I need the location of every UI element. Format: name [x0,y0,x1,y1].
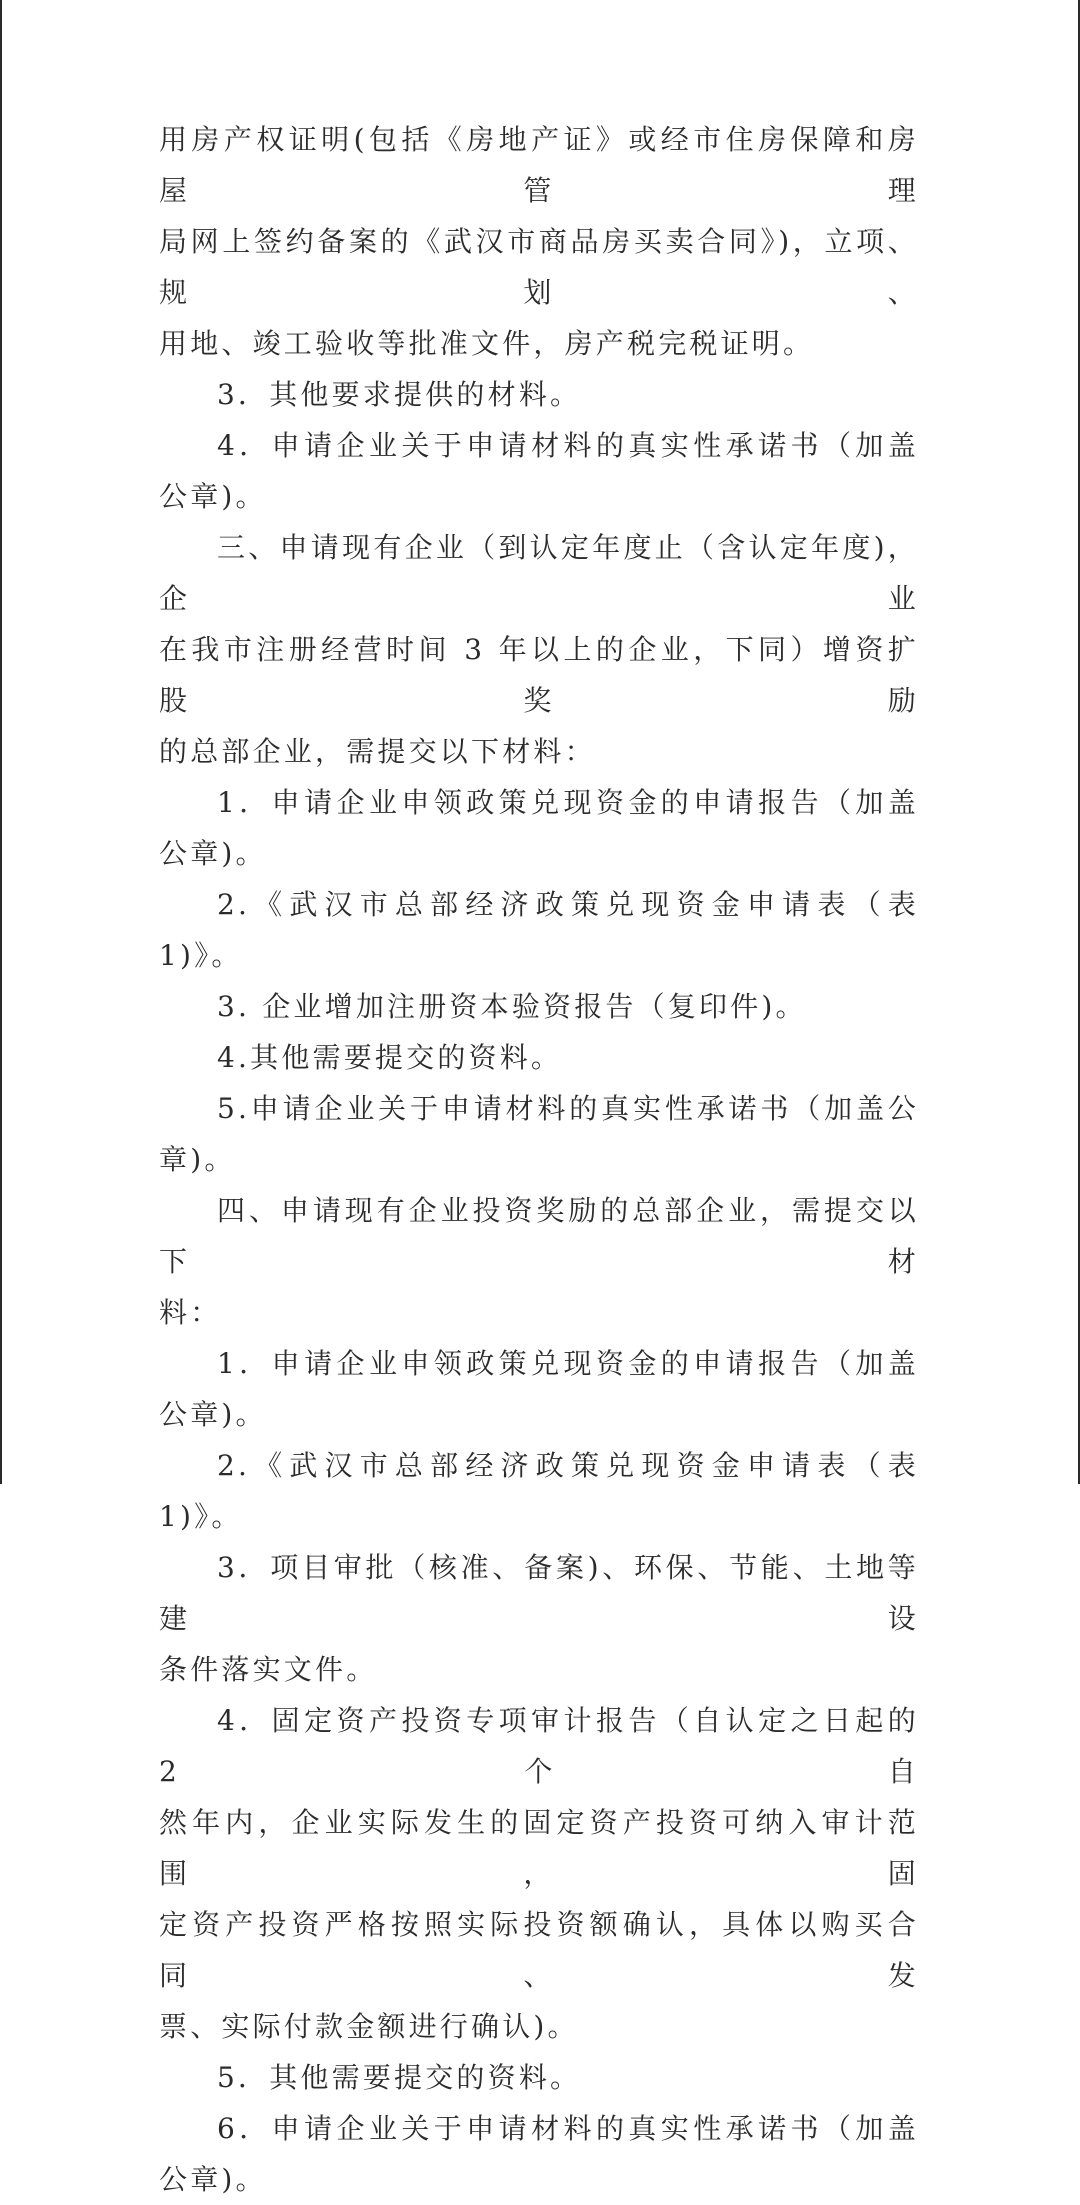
text-line: 料： [159,1296,222,1329]
text-line: 3. 企业增加注册资本验资报告（复印件)。 [217,990,807,1023]
text-line: 四、申请现有企业投资奖励的总部企业，需提交以下材 [159,1194,919,1278]
text-line: 定资产投资严格按照实际投资额确认，具体以购买合同、发 [159,1908,919,1992]
text-line: 2.《武汉市总部经济政策兑现资金申请表（表 1)》。 [159,1449,919,1533]
text-line: 局网上签约备案的《武汉市商品房买卖合同》)，立项、规划、 [159,225,919,309]
text-line: 5.申请企业关于申请材料的真实性承诺书（加盖公章)。 [159,1092,919,1176]
text-line: 票、实际付款金额进行确认)。 [159,2010,579,2043]
text-line: 2.《武汉市总部经济政策兑现资金申请表（表 1)》。 [159,888,919,972]
document-body [159,114,919,2205]
text-line: 4．申请企业关于申请材料的真实性承诺书（加盖公章)。 [159,429,919,513]
text-line: 条件落实文件。 [159,1653,378,1686]
text-line: 6．申请企业关于申请材料的真实性承诺书（加盖公章)。 [159,2112,919,2196]
text-line: 用房产权证明(包括《房地产证》或经市住房保障和房屋管理 [159,123,919,207]
text-line: 5．其他需要提交的资料。 [217,2061,582,2094]
text-line: 4.其他需要提交的资料。 [217,1041,563,1074]
text-line: 用地、竣工验收等批准文件，房产税完税证明。 [159,327,815,360]
text-line: 1．申请企业申领政策兑现资金的申请报告（加盖公章)。 [159,1347,919,1431]
text-line: 然年内，企业实际发生的固定资产投资可纳入审计范围，固 [159,1806,919,1890]
text-line: 三、申请现有企业（到认定年度止（含认定年度)，企业 [159,531,919,615]
text-line: 3．项目审批（核准、备案)、环保、节能、土地等建设 [159,1551,919,1635]
text-line: 在我市注册经营时间 3 年以上的企业，下同）增资扩股奖励 [159,633,919,717]
text-line: 的总部企业，需提交以下材料： [159,735,596,768]
text-line: 3．其他要求提供的材料。 [217,378,582,411]
text-line: 1．申请企业申领政策兑现资金的申请报告（加盖公章)。 [159,786,919,870]
text-line: 4．固定资产投资专项审计报告（自认定之日起的 2 个自 [159,1704,919,1788]
